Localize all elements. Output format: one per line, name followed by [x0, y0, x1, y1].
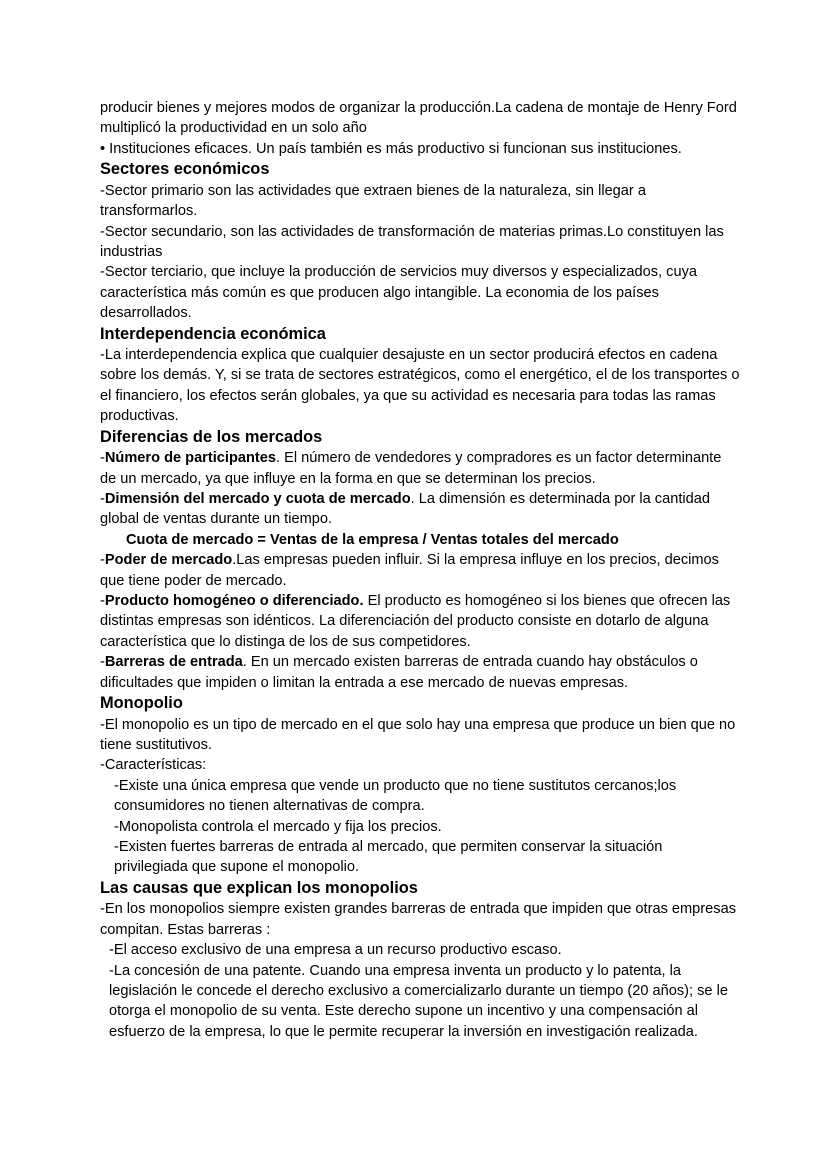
sector-terciario: -Sector terciario, que incluye la producción de servicios muy diversos y especializados, cuya característica más común es que producen algo intangible. La economia de los países desarrollados. — [100, 264, 697, 322]
term-bold: Número de participantes — [104, 450, 276, 467]
diferencia-poder — [100, 550, 740, 591]
diferencia-participantes — [100, 448, 740, 489]
monopolio-definition: -El monopolio es un tipo de mercado en el que solo hay una empresa que produce un bien que no tiene sustitutivos. — [100, 716, 736, 753]
dash: - — [100, 491, 105, 507]
section-heading-interdependencia: Interdependencia económica — [100, 324, 326, 343]
diferencia-dimension — [100, 489, 740, 530]
section-heading-diferencias: Diferencias de los mercados — [100, 427, 323, 446]
cuota-formula: Cuota de mercado = Ventas de la empresa / Ventas totales del mercado — [126, 531, 619, 548]
barrera-item: -La concesión de una patente. Cuando una empresa inventa un producto y lo patenta, la legislación le concede el derecho exclusivo a comercializarlo durante un tiempo (20 años); se le otorga el monopolio de su venta. Este derecho supone un incentivo y una compensación al esfuerzo de la empresa, lo que le permite recuperar la inversión en investigación realizada. — [109, 962, 728, 1040]
dash: - — [100, 552, 105, 569]
term-bold: Producto homogéneo o diferenciado. — [104, 593, 364, 610]
term-text: . En un mercado existen barreras de entrada cuando hay obstáculos o dificultades que impiden o limitan la entrada a ese mercado de nuevas empresas. — [100, 654, 698, 691]
dash: - — [100, 654, 105, 671]
barrera-item: -El acceso exclusivo de una empresa a un recurso productivo escaso. — [109, 942, 562, 959]
term-text: .Las empresas pueden influir. Si la empresa influye en los precios, decimos que tiene poder de mercado. — [100, 552, 719, 589]
sector-primario: -Sector primario son las actividades que extraen bienes de la naturaleza, sin llegar a transformarlos. — [100, 182, 646, 220]
diferencia-barreras — [100, 652, 740, 693]
caracteristicas-label: -Características: — [100, 757, 207, 774]
term-text: . La dimensión es determinada por la cantidad global de ventas durante un tiempo. — [100, 491, 710, 528]
section-heading-sectores: Sectores económicos — [100, 160, 270, 179]
dash: - — [100, 450, 105, 467]
intro-paragraph: producir bienes y mejores modos de organizar la producción.La cadena de montaje de Henry Ford multiplicó la productividad en un solo año — [100, 100, 737, 137]
section-heading-causas: Las causas que explican los monopolios — [100, 878, 418, 897]
term-text: . El número de vendedores y compradores es un factor determinante de un mercado, ya que influye en la forma en que se determinan los precios. — [100, 450, 722, 487]
diferencia-producto — [100, 591, 740, 652]
term-bold: Barreras de entrada — [104, 654, 243, 671]
term-text: El producto es homogéneo si los bienes que ofrecen las distintas empresas son idénticos. La diferenciación del producto consiste en dotarlo de alguna característica que lo distinga de los de sus competidores. — [100, 593, 731, 650]
term-bold: Poder de mercado — [104, 552, 233, 569]
term-bold: Dimensión del mercado y cuota de mercado — [104, 491, 411, 507]
dash: - — [100, 593, 105, 610]
causas-intro: -En los monopolios siempre existen grandes barreras de entrada que impiden que otras empresas compitan. Estas barreras : — [100, 901, 736, 938]
intro-bullet: • Instituciones eficaces. Un país también es más productivo si funcionan sus instituciones. — [100, 140, 682, 157]
sector-secundario: -Sector secundario, son las actividades de transformación de materias primas.Lo constituyen las industrias — [100, 223, 724, 260]
interdependencia-text: -La interdependencia explica que cualquier desajuste en un sector producirá efectos en cadena sobre los demás. Y, si se trata de sectores estratégicos, como el energético, el de los transportes o el financiero, los efectos serán globales, ya que su actividad es necesaria para todas las ramas productivas. — [100, 347, 740, 425]
document-page — [100, 98, 740, 1042]
section-heading-monopolio: Monopolio — [100, 694, 183, 713]
caracteristica-item: -Existen fuertes barreras de entrada al mercado, que permiten conservar la situación privilegiada que supone el monopolio. — [114, 839, 663, 876]
caracteristica-item: -Monopolista controla el mercado y fija los precios. — [114, 818, 442, 835]
caracteristica-item: -Existe una única empresa que vende un producto que no tiene sustitutos cercanos;los consumidores no tienen alternativas de compra. — [114, 777, 677, 815]
